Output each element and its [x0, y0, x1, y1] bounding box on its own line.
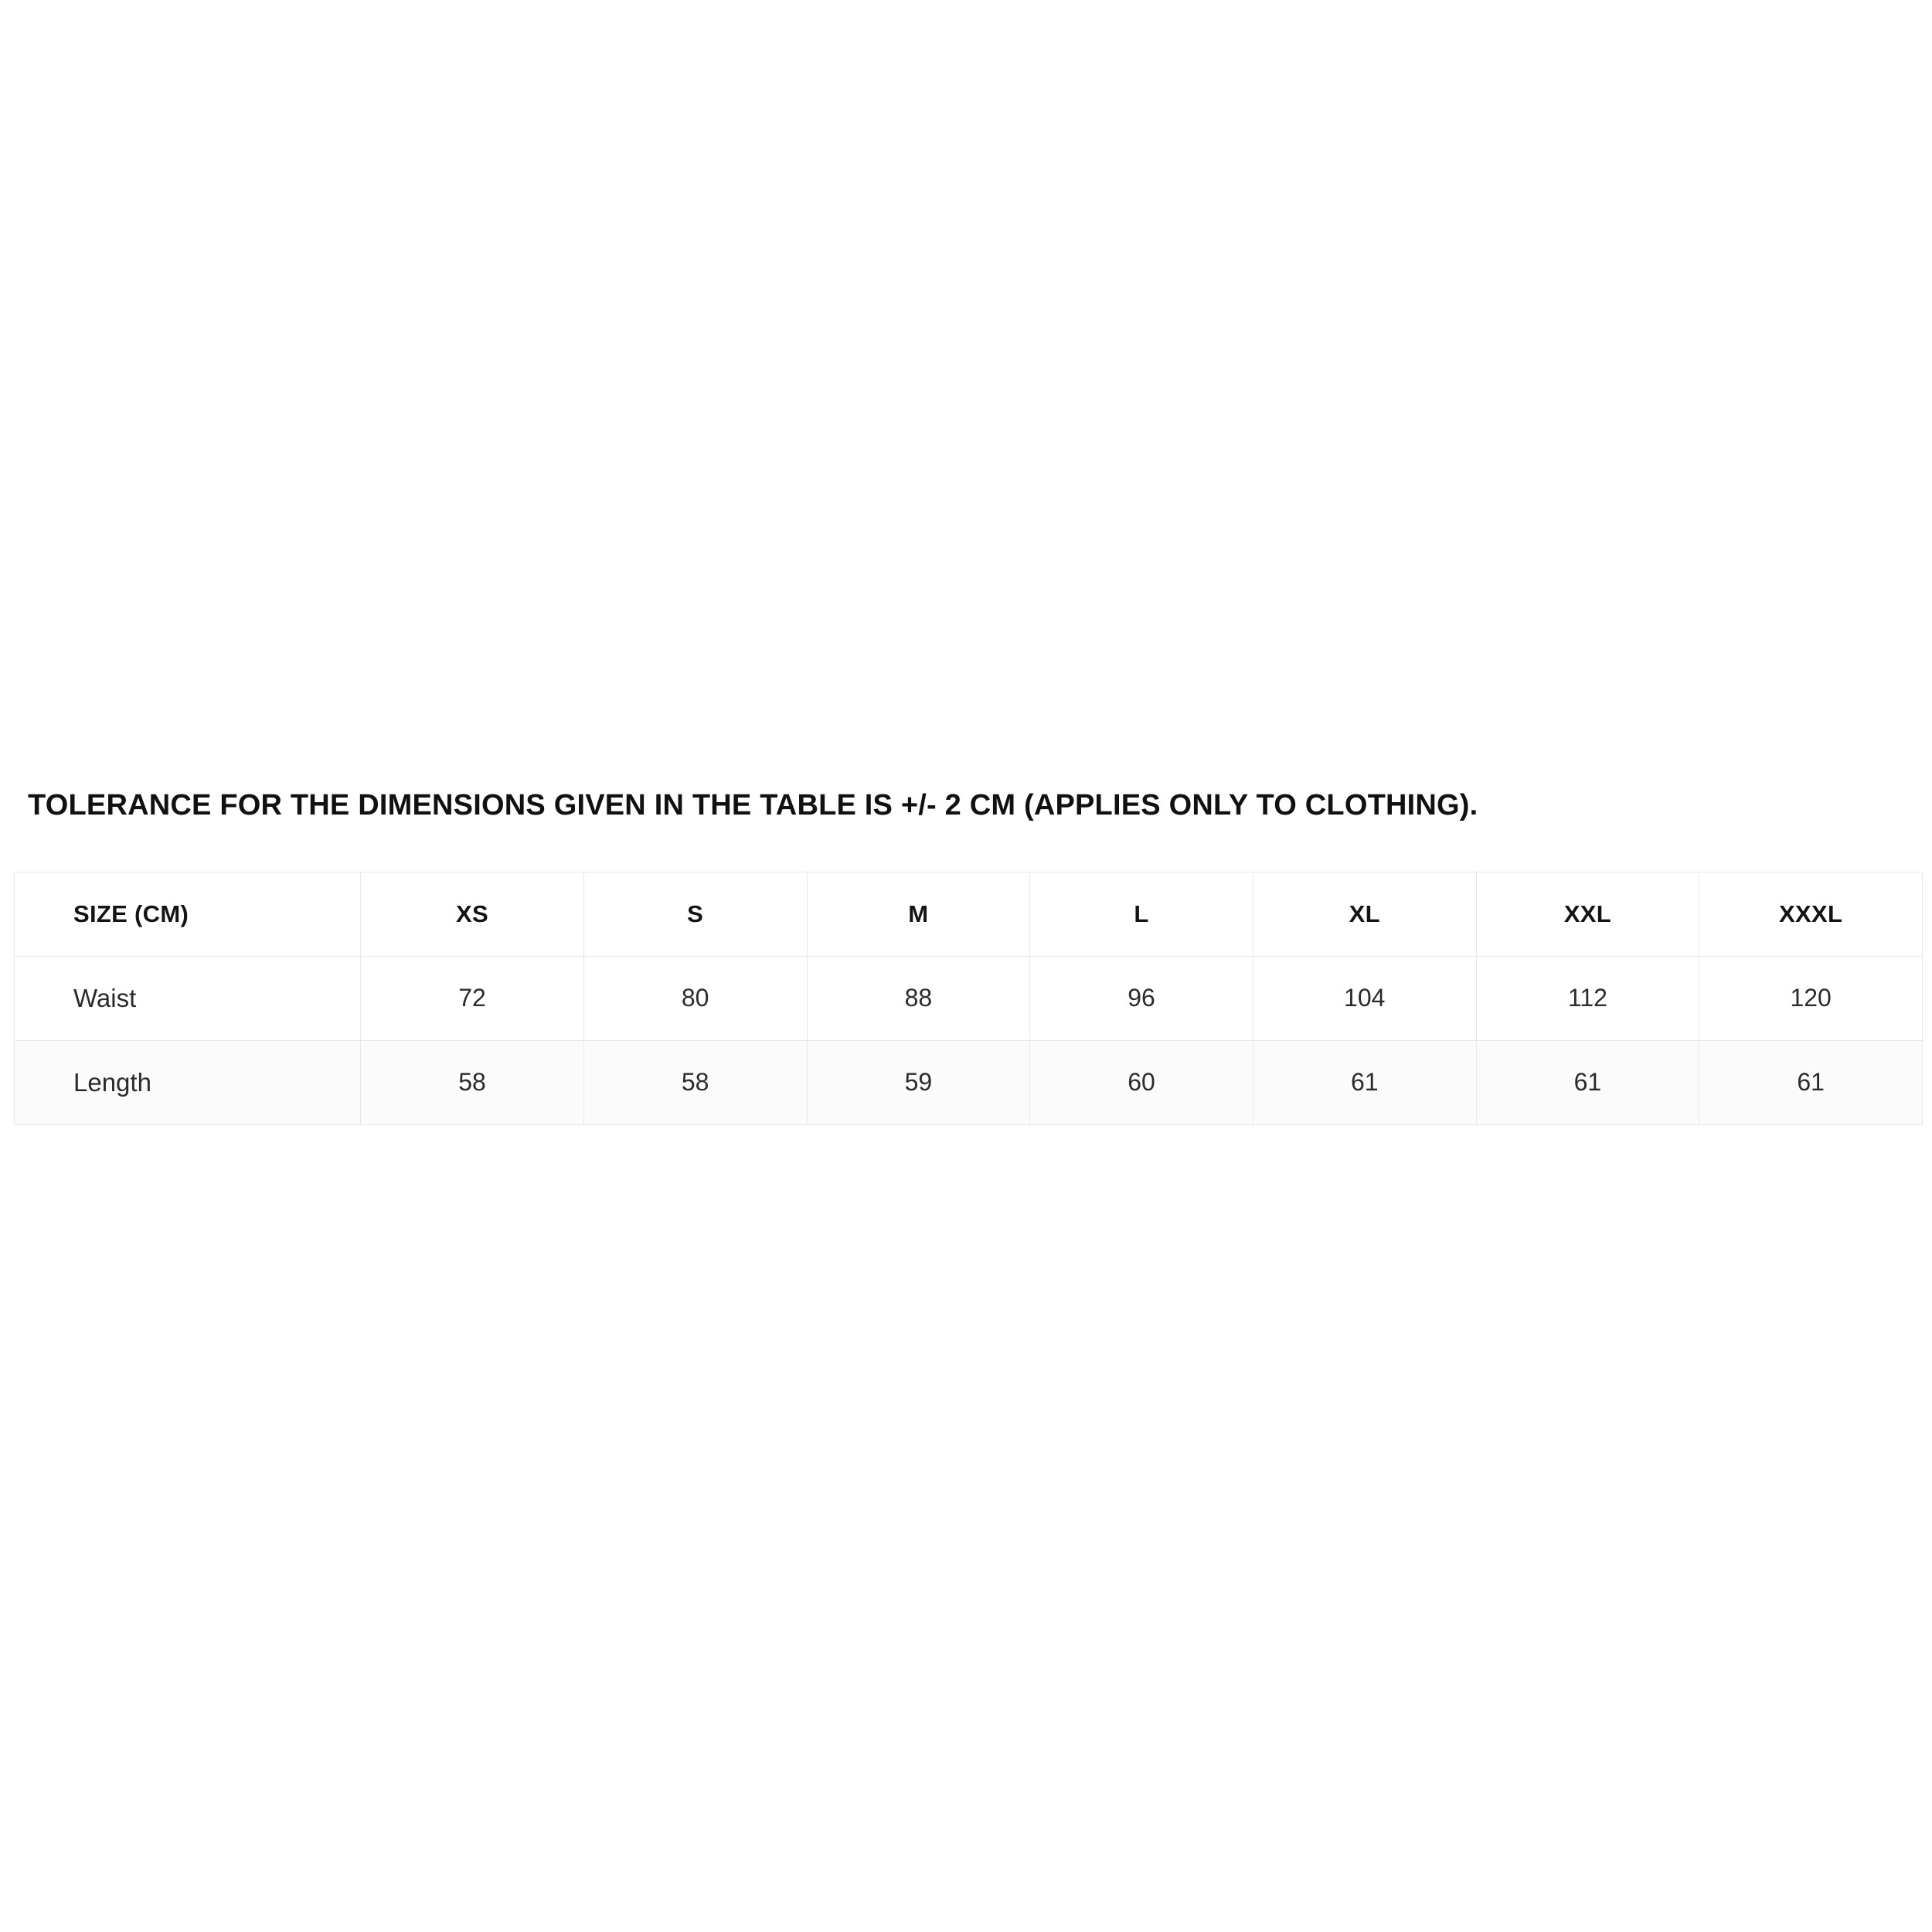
cell-waist-s: 80	[583, 956, 807, 1040]
cell-waist-xs: 72	[361, 956, 584, 1040]
cell-waist-l: 96	[1030, 956, 1253, 1040]
table-body	[15, 956, 1923, 1124]
table-corner-header: SIZE (CM)	[15, 872, 361, 956]
row-label-waist: Waist	[15, 956, 361, 1040]
cell-waist-xl: 104	[1253, 956, 1476, 1040]
column-header-xxl: XXL	[1476, 872, 1699, 956]
size-chart-table	[14, 872, 1923, 1125]
column-header-s: S	[583, 872, 807, 956]
cell-length-xxl: 61	[1476, 1040, 1699, 1124]
column-header-xs: XS	[361, 872, 584, 956]
cell-waist-xxl: 112	[1476, 956, 1699, 1040]
table-row	[15, 1040, 1923, 1124]
cell-waist-m: 88	[807, 956, 1030, 1040]
cell-length-s: 58	[583, 1040, 807, 1124]
row-label-length: Length	[15, 1040, 361, 1124]
table-header-row	[15, 872, 1923, 956]
tolerance-note: TOLERANCE FOR THE DIMENSIONS GIVEN IN THE TABLE IS +/- 2 CM (APPLIES ONLY TO CLOTHING).	[28, 789, 1478, 821]
cell-length-xxxl: 61	[1699, 1040, 1923, 1124]
cell-length-xl: 61	[1253, 1040, 1476, 1124]
column-header-m: M	[807, 872, 1030, 956]
cell-length-l: 60	[1030, 1040, 1253, 1124]
cell-waist-xxxl: 120	[1699, 956, 1923, 1040]
cell-length-m: 59	[807, 1040, 1030, 1124]
column-header-l: L	[1030, 872, 1253, 956]
cell-length-xs: 58	[361, 1040, 584, 1124]
size-chart-section	[14, 788, 1923, 1125]
column-header-xxxl: XXXL	[1699, 872, 1923, 956]
table-header	[15, 872, 1923, 956]
table-row	[15, 956, 1923, 1040]
column-header-xl: XL	[1253, 872, 1476, 956]
